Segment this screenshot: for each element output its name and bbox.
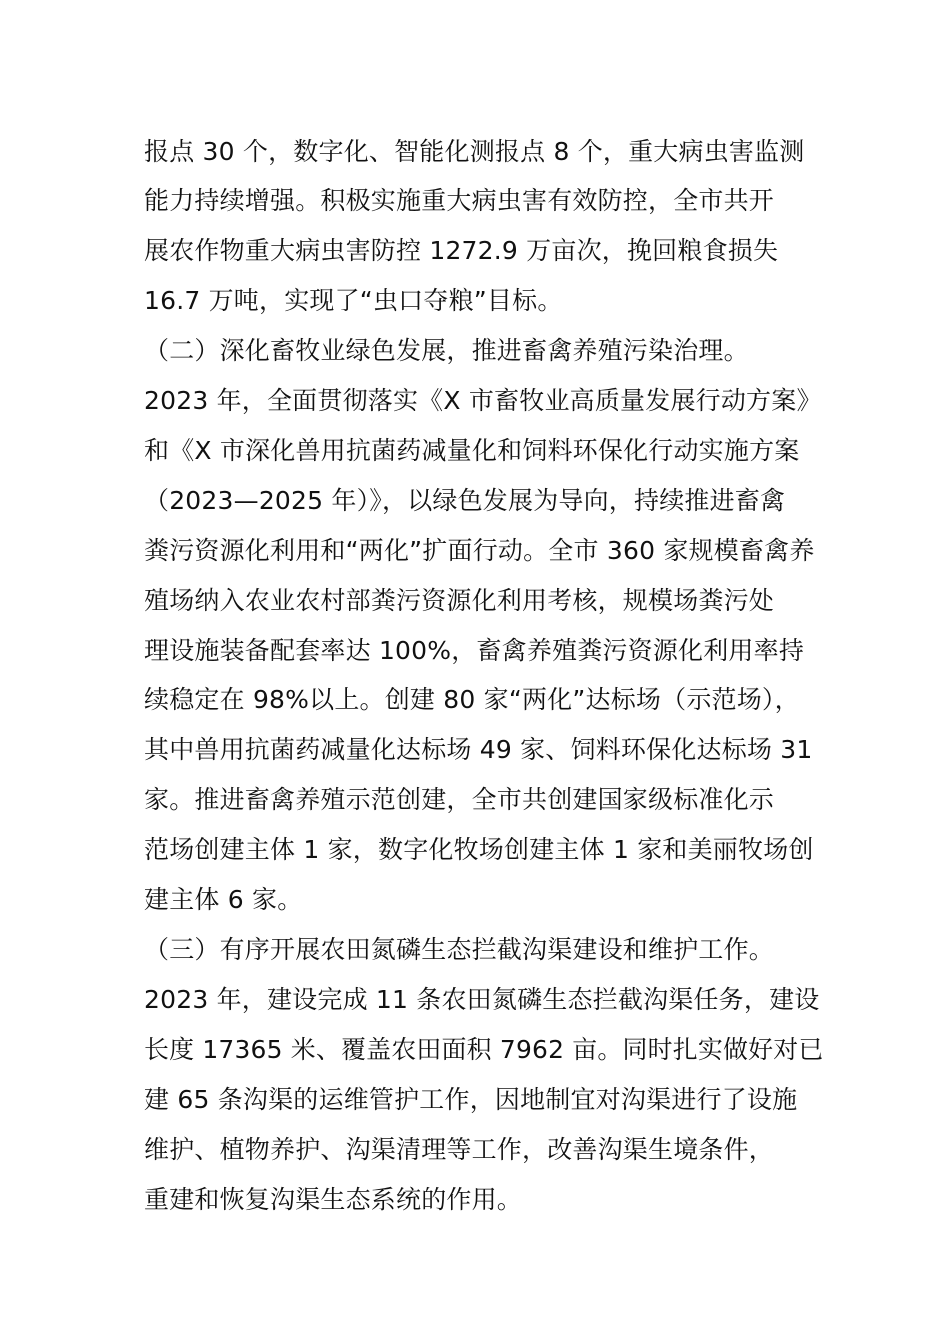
text-line: 2023 年，建设完成 11 条农田氮磷生态拦截沟渠任务，建设 — [144, 985, 820, 1014]
text-line: 建主体 6 家。 — [144, 885, 303, 914]
text-line: 范场创建主体 1 家，数字化牧场创建主体 1 家和美丽牧场创 — [144, 835, 814, 864]
text-line: 维护、植物养护、沟渠清理等工作，改善沟渠生境条件， — [144, 1135, 775, 1164]
section-heading: （三）有序开展农田氮磷生态拦截沟渠建设和维护工作。 — [144, 935, 775, 964]
text-line: （2023—2025 年）》，以绿色发展为导向，持续推进畜禽 — [144, 486, 786, 515]
section-heading: （二）深化畜牧业绿色发展，推进畜禽养殖污染治理。 — [144, 336, 749, 365]
text-line: 建 65 条沟渠的运维管护工作，因地制宜对沟渠进行了设施 — [144, 1085, 798, 1114]
text-line: 和《X 市深化兽用抗菌药减量化和饲料环保化行动实施方案 — [144, 436, 800, 465]
text-line: 家。推进畜禽养殖示范创建，全市共创建国家级标准化示 — [144, 785, 775, 814]
text-line: 能力持续增强。积极实施重大病虫害有效防控，全市共开 — [144, 186, 775, 215]
text-line: 理设施装备配套率达 100%，畜禽养殖粪污资源化利用率持 — [144, 636, 805, 665]
text-line: 16.7 万吨，实现了“虫口夺粮”目标。 — [144, 286, 563, 315]
text-line: 长度 17365 米、覆盖农田面积 7962 亩。同时扎实做好对已 — [144, 1035, 824, 1064]
text-line: 报点 30 个，数字化、智能化测报点 8 个，重大病虫害监测 — [144, 137, 805, 166]
text-line: 续稳定在 98%以上。创建 80 家“两化”达标场（示范场）， — [144, 685, 800, 714]
text-line: 展农作物重大病虫害防控 1272.9 万亩次，挽回粮食损失 — [144, 236, 779, 265]
text-line: 粪污资源化利用和“两化”扩面行动。全市 360 家规模畜禽养 — [144, 536, 815, 565]
text-line: 其中兽用抗菌药减量化达标场 49 家、饲料环保化达标场 31 — [144, 735, 813, 764]
text-line: 重建和恢复沟渠生态系统的作用。 — [144, 1185, 523, 1214]
text-line: 殖场纳入农业农村部粪污资源化利用考核，规模场粪污处 — [144, 586, 775, 615]
text-line: 2023 年，全面贯彻落实《X 市畜牧业高质量发展行动方案》 — [144, 386, 822, 415]
